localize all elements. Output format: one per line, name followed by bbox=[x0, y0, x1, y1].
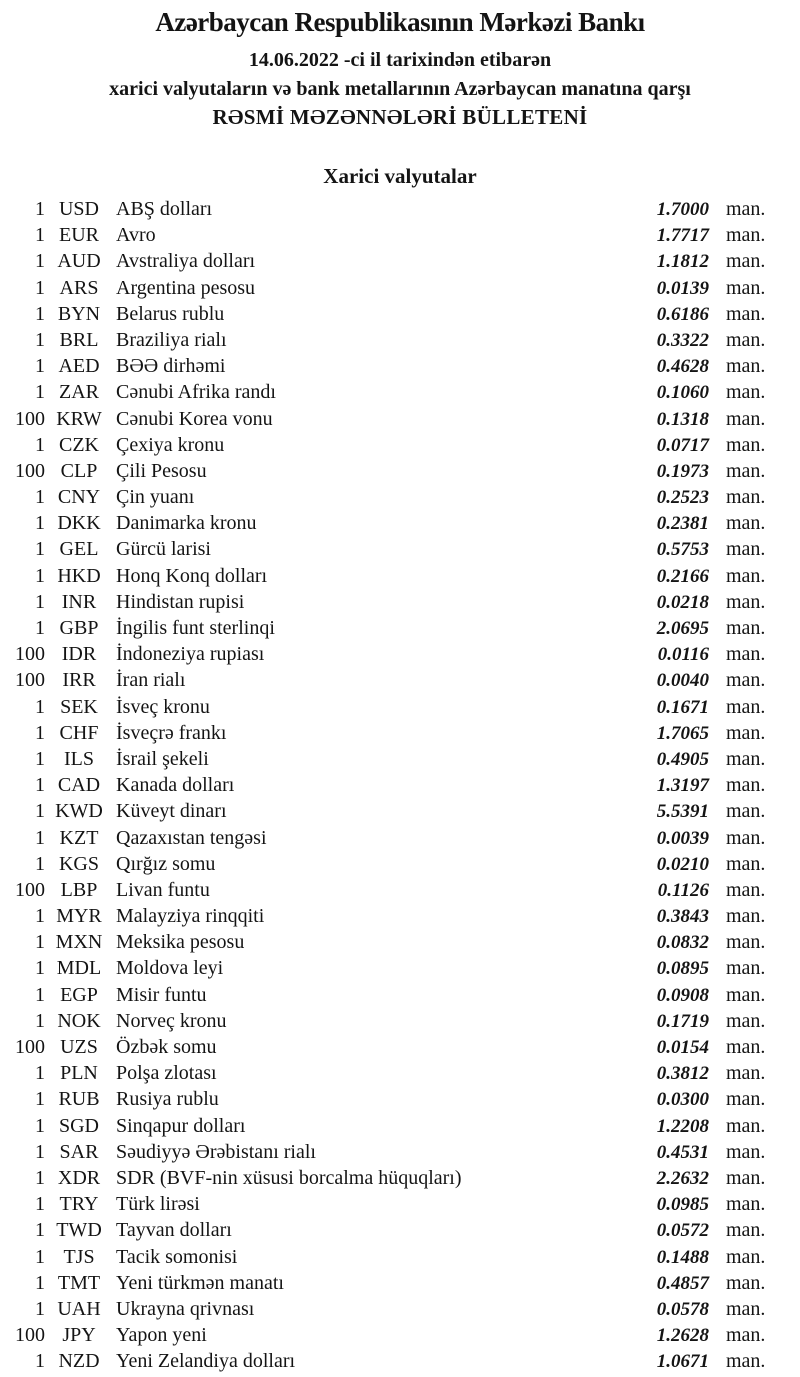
rate-unit-label: man. bbox=[726, 407, 766, 430]
currency-quantity: 1 bbox=[35, 1114, 45, 1137]
currency-row bbox=[0, 222, 772, 248]
currency-code: USD bbox=[58, 198, 99, 220]
rate-value: 1.1812 bbox=[656, 251, 709, 273]
rate-unit-label: man. bbox=[726, 852, 766, 875]
currency-row bbox=[0, 982, 772, 1008]
rate-value: 0.4628 bbox=[656, 356, 709, 378]
currency-row bbox=[0, 746, 772, 772]
rate-unit-label: man. bbox=[726, 486, 766, 509]
currency-name: Yeni Zelandiya dolları bbox=[116, 1350, 296, 1373]
currency-name: Çexiya kronu bbox=[116, 433, 225, 456]
rate-unit-label: man. bbox=[726, 1009, 766, 1032]
rate-value: 1.3197 bbox=[656, 775, 709, 797]
rate-value: 0.1060 bbox=[656, 382, 709, 404]
currency-code: TWD bbox=[56, 1219, 102, 1242]
rate-value: 0.4905 bbox=[656, 748, 709, 770]
currency-code: INR bbox=[61, 590, 97, 613]
currency-row bbox=[0, 406, 772, 432]
bulletin-header bbox=[0, 0, 800, 129]
rate-value: 0.1126 bbox=[657, 879, 709, 901]
currency-row bbox=[0, 589, 772, 615]
currency-code: IRR bbox=[62, 669, 96, 692]
currency-name: Türk lirəsi bbox=[116, 1193, 200, 1216]
rate-unit-label: man. bbox=[726, 905, 766, 928]
currency-code: MXN bbox=[55, 931, 103, 954]
currency-code: TJS bbox=[63, 1245, 95, 1268]
currency-quantity: 100 bbox=[15, 878, 45, 901]
rate-value: 0.0832 bbox=[656, 932, 709, 954]
currency-name: Honq Konq dolları bbox=[116, 564, 268, 587]
rate-value: 0.0116 bbox=[657, 644, 709, 666]
currency-quantity: 100 bbox=[15, 407, 45, 430]
currency-code: CNY bbox=[57, 486, 101, 509]
currency-row bbox=[0, 1296, 772, 1322]
rate-value: 0.0040 bbox=[656, 670, 709, 692]
currency-row bbox=[0, 641, 772, 667]
rate-value: 0.4531 bbox=[656, 1141, 709, 1163]
currency-name: Qazaxıstan tengəsi bbox=[116, 826, 267, 849]
currency-row bbox=[0, 615, 772, 641]
currency-name: İsveç kronu bbox=[116, 695, 210, 718]
currency-code: PLN bbox=[60, 1062, 98, 1085]
currency-code: NZD bbox=[58, 1350, 100, 1373]
currency-quantity: 1 bbox=[35, 224, 45, 247]
currency-name: Misir funtu bbox=[116, 983, 207, 1006]
currency-code: MDL bbox=[56, 957, 102, 980]
currency-code: EGP bbox=[60, 983, 98, 1006]
currency-name: Çili Pesosu bbox=[116, 459, 207, 482]
rate-value: 0.2381 bbox=[656, 513, 709, 535]
currency-name: Danimarka kronu bbox=[116, 512, 257, 535]
rate-unit-label: man. bbox=[726, 276, 766, 299]
currency-name: İran rialı bbox=[116, 669, 186, 692]
rate-value: 1.7065 bbox=[656, 722, 709, 744]
rate-value: 0.0154 bbox=[656, 1037, 709, 1058]
currency-name: SDR (BVF-nin xüsusi borcalma hüquqları) bbox=[116, 1166, 462, 1189]
currency-row bbox=[0, 248, 772, 274]
currency-name: Moldova leyi bbox=[116, 957, 224, 980]
rate-value: 0.2166 bbox=[656, 565, 709, 587]
rate-unit-label: man. bbox=[726, 957, 766, 980]
rate-value: 0.0908 bbox=[656, 984, 709, 1006]
currency-row bbox=[0, 1244, 772, 1270]
currency-row bbox=[0, 432, 772, 458]
currency-name: Braziliya rialı bbox=[116, 328, 227, 351]
currency-code: KRW bbox=[56, 407, 102, 430]
rate-value: 0.1671 bbox=[656, 696, 709, 718]
rate-value: 0.3843 bbox=[656, 906, 709, 928]
currency-row bbox=[0, 798, 772, 824]
currency-quantity: 1 bbox=[35, 538, 45, 561]
rate-unit-label: man. bbox=[726, 512, 766, 535]
exchange-rates-table bbox=[0, 196, 772, 1374]
rate-value: 0.3322 bbox=[656, 329, 709, 351]
currency-name: ABŞ dolları bbox=[116, 198, 213, 220]
effective-date-line: 14.06.2022 -ci il tarixindən etibarən bbox=[248, 49, 552, 72]
currency-code: SGD bbox=[58, 1114, 99, 1137]
currency-quantity: 1 bbox=[35, 198, 45, 220]
currency-name: Kanada dolları bbox=[116, 774, 235, 797]
currency-code: KWD bbox=[55, 800, 103, 823]
subtitle-line: xarici valyutaların və bank metallarının Azərbaycan manatına qarşı bbox=[109, 78, 691, 101]
currency-name: Özbək somu bbox=[116, 1036, 217, 1058]
rate-unit-label: man. bbox=[726, 1350, 766, 1373]
currency-code: NOK bbox=[57, 1009, 101, 1032]
currency-row bbox=[0, 720, 772, 746]
rate-value: 0.1973 bbox=[656, 460, 709, 482]
currency-name: Cənubi Korea vonu bbox=[116, 407, 273, 430]
currency-quantity: 1 bbox=[35, 590, 45, 613]
currency-name: Yapon yeni bbox=[116, 1324, 207, 1347]
currency-quantity: 1 bbox=[35, 433, 45, 456]
currency-row bbox=[0, 1086, 772, 1112]
currency-quantity: 1 bbox=[35, 852, 45, 875]
currency-name: Avro bbox=[116, 224, 156, 247]
rate-unit-label: man. bbox=[726, 643, 766, 666]
currency-quantity: 1 bbox=[35, 1062, 45, 1085]
currency-row bbox=[0, 1217, 772, 1243]
rate-value: 0.0300 bbox=[656, 1089, 709, 1111]
currency-name: Sinqapur dolları bbox=[116, 1114, 246, 1137]
currency-code: ILS bbox=[64, 747, 94, 770]
currency-name: Avstraliya dolları bbox=[116, 250, 256, 273]
currency-quantity: 1 bbox=[35, 957, 45, 980]
currency-code: MYR bbox=[56, 905, 102, 928]
currency-name: Norveç kronu bbox=[116, 1009, 227, 1032]
rate-value: 0.0717 bbox=[656, 434, 709, 456]
rate-unit-label: man. bbox=[726, 1140, 766, 1163]
section-title-foreign-currencies: Xarici valyutalar bbox=[323, 164, 477, 188]
currency-name: İsrail şekeli bbox=[116, 747, 209, 770]
currency-name: Qırğız somu bbox=[116, 852, 216, 875]
currency-name: Rusiya rublu bbox=[116, 1088, 219, 1111]
rate-value: 0.0572 bbox=[656, 1220, 709, 1242]
currency-code: RUB bbox=[58, 1088, 100, 1111]
rate-unit-label: man. bbox=[726, 224, 766, 247]
rate-unit-label: man. bbox=[726, 538, 766, 561]
rate-unit-label: man. bbox=[726, 1245, 766, 1268]
rate-value: 1.0671 bbox=[656, 1351, 709, 1373]
rate-unit-label: man. bbox=[726, 774, 766, 797]
currency-code: KGS bbox=[58, 852, 99, 875]
currency-code: AUD bbox=[57, 250, 101, 273]
currency-row bbox=[0, 1348, 772, 1374]
currency-quantity: 1 bbox=[35, 983, 45, 1006]
currency-name: İsveçrə frankı bbox=[116, 721, 227, 744]
currency-code: UAH bbox=[57, 1297, 101, 1320]
currency-name: Meksika pesosu bbox=[116, 931, 245, 954]
currency-quantity: 1 bbox=[35, 250, 45, 273]
rate-unit-label: man. bbox=[726, 564, 766, 587]
rate-unit-label: man. bbox=[726, 1297, 766, 1320]
currency-quantity: 1 bbox=[35, 1245, 45, 1268]
rate-value: 0.0039 bbox=[656, 827, 709, 849]
currency-quantity: 1 bbox=[35, 512, 45, 535]
currency-name: Livan funtu bbox=[116, 878, 210, 901]
rate-value: 0.1719 bbox=[656, 1010, 709, 1032]
rate-unit-label: man. bbox=[726, 669, 766, 692]
currency-quantity: 1 bbox=[35, 826, 45, 849]
currency-code: AED bbox=[58, 355, 100, 378]
currency-code: ARS bbox=[59, 276, 99, 299]
currency-code: TMT bbox=[57, 1271, 101, 1294]
currency-quantity: 100 bbox=[15, 1324, 45, 1347]
currency-row bbox=[0, 955, 772, 981]
currency-code: CZK bbox=[59, 433, 99, 456]
currency-row bbox=[0, 772, 772, 798]
currency-row bbox=[0, 379, 772, 405]
currency-row bbox=[0, 353, 772, 379]
rate-value: 2.0695 bbox=[656, 618, 709, 639]
rate-unit-label: man. bbox=[726, 1193, 766, 1216]
bank-title: Azərbaycan Respublikasının Mərkəzi Bankı bbox=[155, 7, 645, 37]
currency-row bbox=[0, 1322, 772, 1348]
rate-unit-label: man. bbox=[726, 1062, 766, 1085]
currency-quantity: 1 bbox=[35, 1088, 45, 1111]
rate-unit-label: man. bbox=[726, 695, 766, 718]
rate-value: 2.2632 bbox=[656, 1167, 709, 1189]
currency-name: Polşa zlotası bbox=[116, 1062, 217, 1085]
currency-code: HKD bbox=[57, 564, 101, 587]
currency-row bbox=[0, 1270, 772, 1296]
currency-quantity: 1 bbox=[35, 564, 45, 587]
currency-code: BRL bbox=[59, 328, 99, 351]
rate-unit-label: man. bbox=[726, 1271, 766, 1294]
currency-code: EUR bbox=[59, 224, 99, 247]
currency-quantity: 1 bbox=[35, 355, 45, 378]
currency-code: UZS bbox=[60, 1036, 98, 1058]
currency-row bbox=[0, 825, 772, 851]
currency-quantity: 1 bbox=[35, 617, 45, 639]
rate-unit-label: man. bbox=[726, 747, 766, 770]
currency-row bbox=[0, 275, 772, 301]
currency-name: Malayziya rinqqiti bbox=[116, 905, 265, 928]
rate-unit-label: man. bbox=[726, 1088, 766, 1111]
rate-value: 5.5391 bbox=[656, 801, 709, 823]
currency-row bbox=[0, 877, 772, 903]
currency-quantity: 1 bbox=[35, 721, 45, 744]
currency-quantity: 1 bbox=[35, 1219, 45, 1242]
currency-code: KZT bbox=[59, 826, 99, 849]
currency-quantity: 1 bbox=[35, 1009, 45, 1032]
currency-quantity: 1 bbox=[35, 1271, 45, 1294]
currency-name: İndoneziya rupiası bbox=[116, 643, 265, 666]
currency-quantity: 1 bbox=[35, 1297, 45, 1320]
rate-unit-label: man. bbox=[726, 381, 766, 404]
currency-quantity: 1 bbox=[35, 1140, 45, 1163]
rate-unit-label: man. bbox=[726, 1219, 766, 1242]
rate-value: 0.1318 bbox=[656, 408, 709, 430]
rate-unit-label: man. bbox=[726, 826, 766, 849]
currency-quantity: 100 bbox=[15, 1036, 45, 1058]
currency-quantity: 1 bbox=[35, 774, 45, 797]
rate-value: 0.6186 bbox=[656, 303, 709, 325]
currency-row bbox=[0, 694, 772, 720]
currency-code: CHF bbox=[59, 721, 99, 744]
currency-quantity: 100 bbox=[15, 643, 45, 666]
rate-unit-label: man. bbox=[726, 983, 766, 1006]
currency-quantity: 1 bbox=[35, 747, 45, 770]
rate-value: 0.0578 bbox=[656, 1298, 709, 1320]
currency-row bbox=[0, 1139, 772, 1165]
currency-row bbox=[0, 1191, 772, 1217]
rate-value: 1.2628 bbox=[656, 1325, 709, 1347]
currency-name: BƏƏ dirhəmi bbox=[116, 355, 226, 378]
rate-value: 1.7717 bbox=[656, 225, 709, 247]
currency-code: BYN bbox=[57, 302, 101, 325]
currency-row bbox=[0, 1008, 772, 1034]
currency-quantity: 1 bbox=[35, 276, 45, 299]
rate-value: 0.1488 bbox=[656, 1246, 709, 1268]
currency-name: Gürcü larisi bbox=[116, 538, 211, 561]
rate-unit-label: man. bbox=[726, 878, 766, 901]
rate-value: 0.5753 bbox=[656, 539, 709, 561]
currency-row bbox=[0, 1113, 772, 1139]
currency-row bbox=[0, 1165, 772, 1191]
currency-quantity: 100 bbox=[15, 459, 45, 482]
rate-unit-label: man. bbox=[726, 459, 766, 482]
currency-quantity: 1 bbox=[35, 695, 45, 718]
currency-name: Hindistan rupisi bbox=[116, 590, 245, 613]
bulletin-title: RƏSMİ MƏZƏNNƏLƏRİ BÜLLETENİ bbox=[212, 105, 588, 130]
rate-unit-label: man. bbox=[726, 590, 766, 613]
currency-name: Argentina pesosu bbox=[116, 276, 256, 299]
currency-row bbox=[0, 196, 772, 222]
currency-row bbox=[0, 851, 772, 877]
currency-quantity: 1 bbox=[35, 905, 45, 928]
rate-value: 0.0895 bbox=[656, 958, 709, 980]
currency-name: Tayvan dolları bbox=[116, 1219, 232, 1242]
rate-value: 1.2208 bbox=[656, 1115, 709, 1137]
rate-value: 0.0210 bbox=[656, 853, 709, 875]
currency-row bbox=[0, 301, 772, 327]
rate-value: 0.0985 bbox=[656, 1194, 709, 1216]
currency-name: Cənubi Afrika randı bbox=[116, 381, 276, 404]
rate-unit-label: man. bbox=[726, 1036, 766, 1058]
currency-code: GEL bbox=[59, 538, 99, 561]
currency-code: CLP bbox=[60, 459, 98, 482]
currency-code: XDR bbox=[57, 1166, 101, 1189]
currency-row bbox=[0, 667, 772, 693]
rate-unit-label: man. bbox=[726, 931, 766, 954]
currency-quantity: 1 bbox=[35, 1166, 45, 1189]
currency-code: IDR bbox=[61, 643, 97, 666]
currency-code: JPY bbox=[62, 1324, 96, 1347]
currency-quantity: 1 bbox=[35, 931, 45, 954]
currency-quantity: 1 bbox=[35, 381, 45, 404]
currency-name: Tacik somonisi bbox=[116, 1245, 238, 1268]
currency-code: CAD bbox=[57, 774, 101, 797]
currency-code: TRY bbox=[59, 1193, 99, 1216]
rate-unit-label: man. bbox=[726, 1114, 766, 1137]
currency-code: LBP bbox=[60, 878, 98, 901]
currency-code: DKK bbox=[57, 512, 101, 535]
currency-code: SEK bbox=[60, 695, 98, 718]
rate-value: 0.2523 bbox=[656, 487, 709, 509]
currency-row bbox=[0, 327, 772, 353]
rate-value: 0.0139 bbox=[656, 277, 709, 299]
currency-quantity: 1 bbox=[35, 800, 45, 823]
currency-row bbox=[0, 484, 772, 510]
currency-quantity: 1 bbox=[35, 302, 45, 325]
rate-unit-label: man. bbox=[726, 355, 766, 378]
currency-row bbox=[0, 458, 772, 484]
currency-code: SAR bbox=[59, 1140, 99, 1163]
rate-value: 0.3812 bbox=[656, 1063, 709, 1085]
currency-name: Ukrayna qrivnası bbox=[116, 1297, 255, 1320]
currency-row bbox=[0, 1060, 772, 1086]
currency-quantity: 1 bbox=[35, 1350, 45, 1373]
rate-unit-label: man. bbox=[726, 617, 766, 639]
rate-unit-label: man. bbox=[726, 800, 766, 823]
currency-name: Belarus rublu bbox=[116, 302, 225, 325]
rate-unit-label: man. bbox=[726, 250, 766, 273]
rate-unit-label: man. bbox=[726, 433, 766, 456]
rate-unit-label: man. bbox=[726, 1166, 766, 1189]
currency-name: İngilis funt sterlinqi bbox=[116, 617, 275, 639]
currency-name: Küveyt dinarı bbox=[116, 800, 227, 823]
currency-quantity: 1 bbox=[35, 1193, 45, 1216]
currency-quantity: 100 bbox=[15, 669, 45, 692]
rate-unit-label: man. bbox=[726, 328, 766, 351]
rate-value: 0.4857 bbox=[656, 1272, 709, 1294]
currency-row bbox=[0, 536, 772, 562]
currency-name: Səudiyyə Ərəbistanı rialı bbox=[116, 1140, 316, 1163]
rate-value: 0.0218 bbox=[656, 591, 709, 613]
rate-unit-label: man. bbox=[726, 721, 766, 744]
currency-row bbox=[0, 903, 772, 929]
rate-unit-label: man. bbox=[726, 302, 766, 325]
currency-row bbox=[0, 1034, 772, 1060]
currency-row bbox=[0, 929, 772, 955]
currency-row bbox=[0, 510, 772, 536]
currency-code: ZAR bbox=[59, 381, 99, 404]
rate-unit-label: man. bbox=[726, 198, 766, 220]
currency-quantity: 1 bbox=[35, 486, 45, 509]
currency-quantity: 1 bbox=[35, 328, 45, 351]
rate-value: 1.7000 bbox=[656, 199, 709, 220]
currency-name: Çin yuanı bbox=[116, 486, 195, 509]
currency-code: GBP bbox=[59, 617, 99, 639]
currency-row bbox=[0, 563, 772, 589]
currency-name: Yeni türkmən manatı bbox=[116, 1271, 284, 1294]
rate-unit-label: man. bbox=[726, 1324, 766, 1347]
